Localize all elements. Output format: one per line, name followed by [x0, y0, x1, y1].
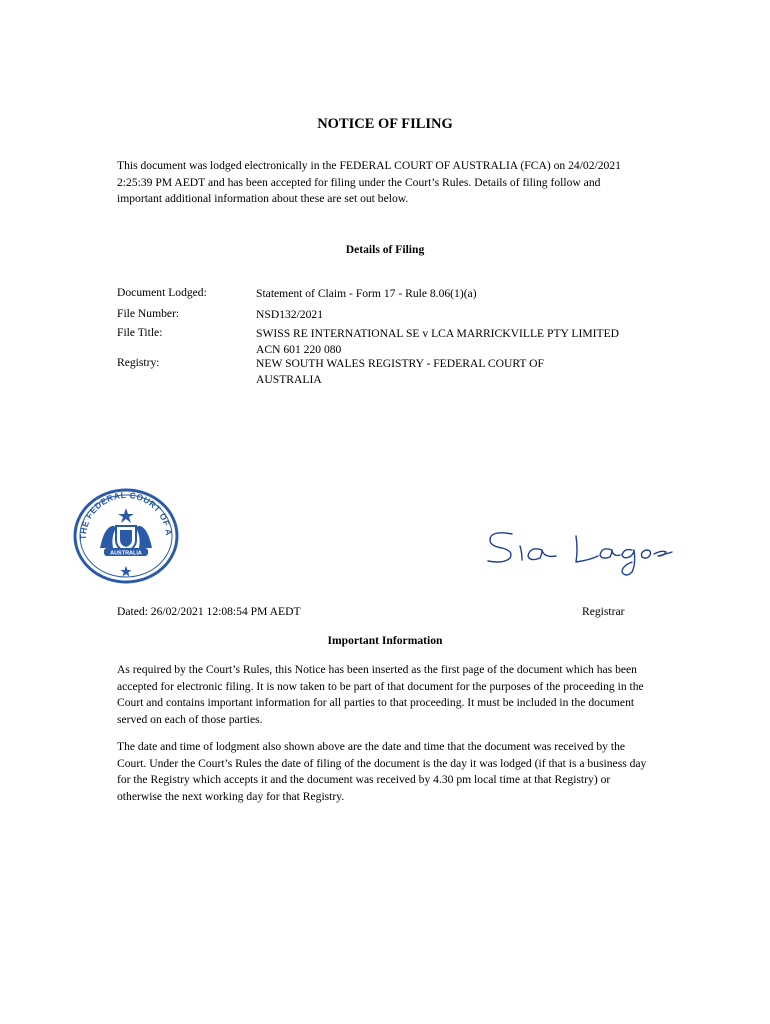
intro-paragraph: This document was lodged electronically in the FEDERAL COURT OF AUSTRALIA (FCA) on 24/02/2021 2:25:39 PM AEDT and has been accepted for filing under the Court’s Rules. Details of filing follow and important additional information about these are set out below. [117, 159, 621, 205]
value-file-title: SWISS RE INTERNATIONAL SE v LCA MARRICKVILLE PTY LIMITED ACN 601 220 080 [256, 327, 620, 356]
svg-text:SEAL OF THE FEDERAL COURT OF A: THE FEDERAL COURT OF A [77, 489, 175, 541]
important-paragraph-1: As required by the Court’s Rules, this Notice has been inserted as the first page of the document which has been accepted for electronic filing. It is now taken to be part of that document for the purposes of the proceeding in the Court and contains important information for all parties to that proceeding. It must be included in the document served on each of those parties. [117, 663, 644, 726]
label-document-lodged: Document Lodged: [117, 286, 207, 299]
coat-of-arms-icon [100, 508, 152, 552]
details-heading: Details of Filing [345, 243, 425, 256]
svg-text:AUSTRALIA: AUSTRALIA [110, 550, 142, 557]
label-file-title: File Title: [117, 326, 163, 339]
important-heading: Important Information [327, 634, 443, 647]
dated-line: Dated: 26/02/2021 12:08:54 PM AEDT [117, 605, 301, 618]
label-file-number: File Number: [117, 307, 180, 320]
value-file-number: NSD132/2021 [256, 308, 323, 321]
court-seal [72, 486, 180, 584]
registrar-signature [484, 520, 674, 582]
page-title: NOTICE OF FILING [317, 116, 453, 132]
value-registry: NEW SOUTH WALES REGISTRY - FEDERAL COURT OF AUSTRALIA [256, 357, 544, 386]
label-registry: Registry: [117, 356, 160, 369]
important-paragraph-2: The date and time of lodgment also shown above are the date and time that the document was received by the Court. Under the Court’s Rules the date of filing of the document is the day it was lodged (if that is a business day for the Registry which accepts it and the document was received by 4.30 pm local time at that Registry) or otherwise the next working day for that Registry. [117, 740, 647, 803]
value-document-lodged: Statement of Claim - Form 17 - Rule 8.06(1)(a) [256, 287, 477, 300]
registrar-label: Registrar [582, 605, 625, 618]
